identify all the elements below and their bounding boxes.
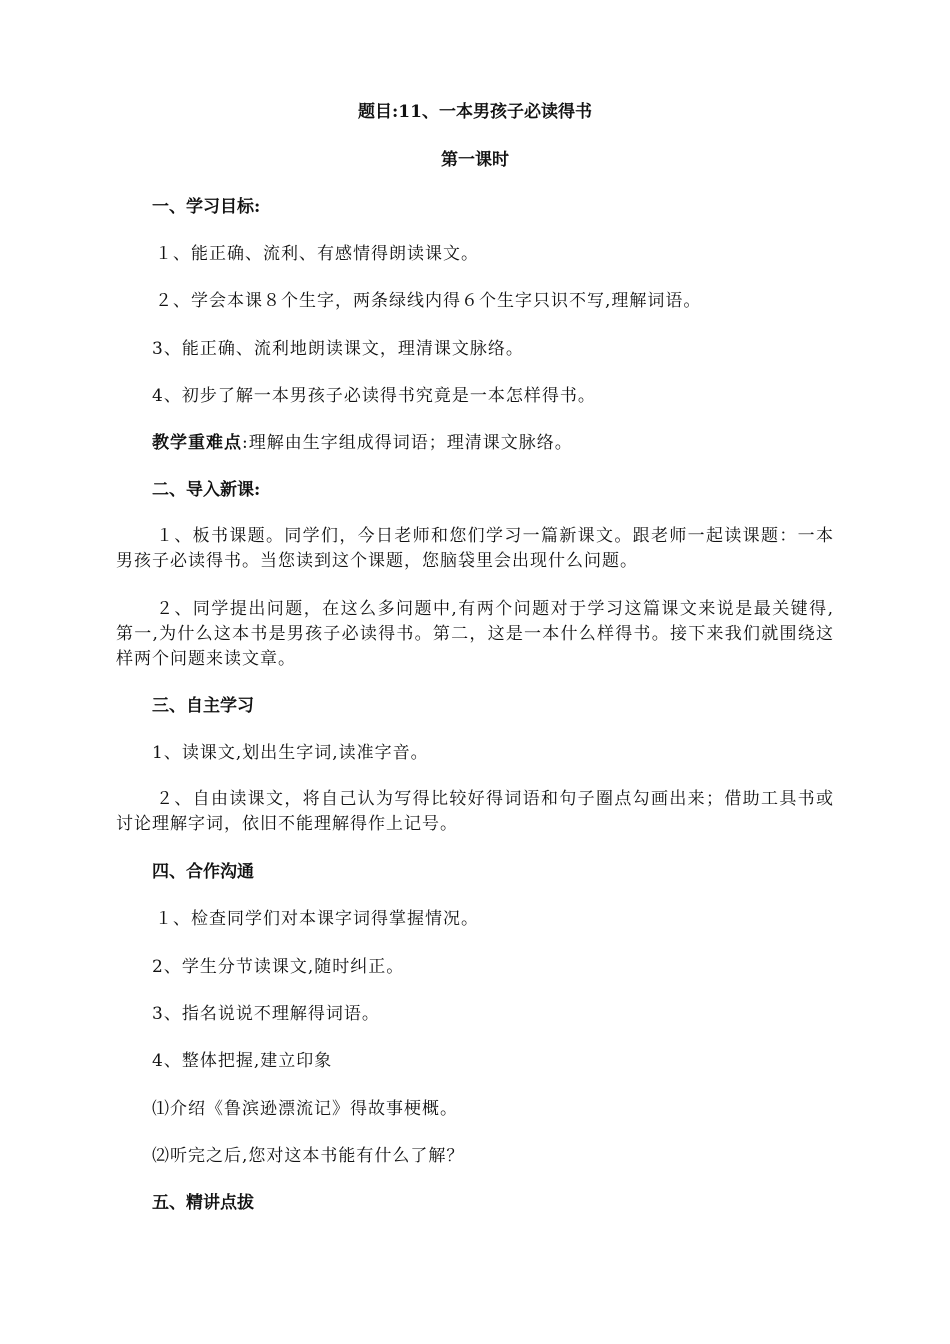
key-difficulty-text: :理解由生字组成得词语；理清课文脉络。 <box>242 433 573 453</box>
intro-paragraph-1: １、板书课题。同学们，今日老师和您们学习一篇新课文。跟老师一起读课题：一本男孩子必读得书。当您读到这个课题，您脑袋里会出现什么问题。 <box>116 526 834 571</box>
cooperation-item-2: 2、学生分节读课文,随时纠正。 <box>152 957 405 977</box>
intro-paragraph-2: ２、同学提出问题，在这么多问题中,有两个问题对于学习这篇课文来说是最关键得,第一,为什么这本书是男孩子必读得书。第二，这是一本什么样得书。接下来我们就围绕这样两个问题来读文章。 <box>116 599 834 669</box>
cooperation-subitem-2: ⑵听完之后,您对这本书能有什么了解？ <box>152 1146 465 1166</box>
section-heading-intro: 二、导入新课: <box>152 480 261 500</box>
lesson-period: 第一课时 <box>441 150 509 170</box>
section-heading-cooperation: 四、合作沟通 <box>152 862 254 882</box>
cooperation-item-4: 4、整体把握,建立印象 <box>152 1051 333 1071</box>
cooperation-item-1: １、检查同学们对本课字词得掌握情况。 <box>155 909 479 929</box>
goal-item-1: １、能正确、流利、有感情得朗读课文。 <box>155 244 479 264</box>
self-study-paragraph: ２、自由读课文，将自己认为写得比较好得词语和句子圈点勾画出来；借助工具书或讨论理解字词，依旧不能理解得作上记号。 <box>116 789 834 834</box>
goal-item-2: ２、学会本课８个生字，两条绿线内得６个生字只识不写,理解词语。 <box>155 291 702 311</box>
key-difficulty-line <box>152 432 573 454</box>
self-study-item-1: 1、读课文,划出生字词,读准字音。 <box>152 743 429 763</box>
goal-item-3: 3、能正确、流利地朗读课文，理清课文脉络。 <box>152 339 524 359</box>
key-difficulty-label: 教学重难点 <box>152 433 242 453</box>
cooperation-subitem-1: ⑴介绍《鲁滨逊漂流记》得故事梗概。 <box>152 1099 458 1119</box>
section-heading-explain: 五、精讲点拔 <box>152 1193 254 1213</box>
goal-item-4: 4、初步了解一本男孩子必读得书究竟是一本怎样得书。 <box>152 386 596 406</box>
section-heading-goals: 一、学习目标: <box>152 197 261 217</box>
cooperation-item-3: 3、指名说说不理解得词语。 <box>152 1004 380 1024</box>
section-heading-self-study: 三、自主学习 <box>152 696 254 716</box>
document-title: 题目:11、一本男孩子必读得书 <box>358 102 592 122</box>
